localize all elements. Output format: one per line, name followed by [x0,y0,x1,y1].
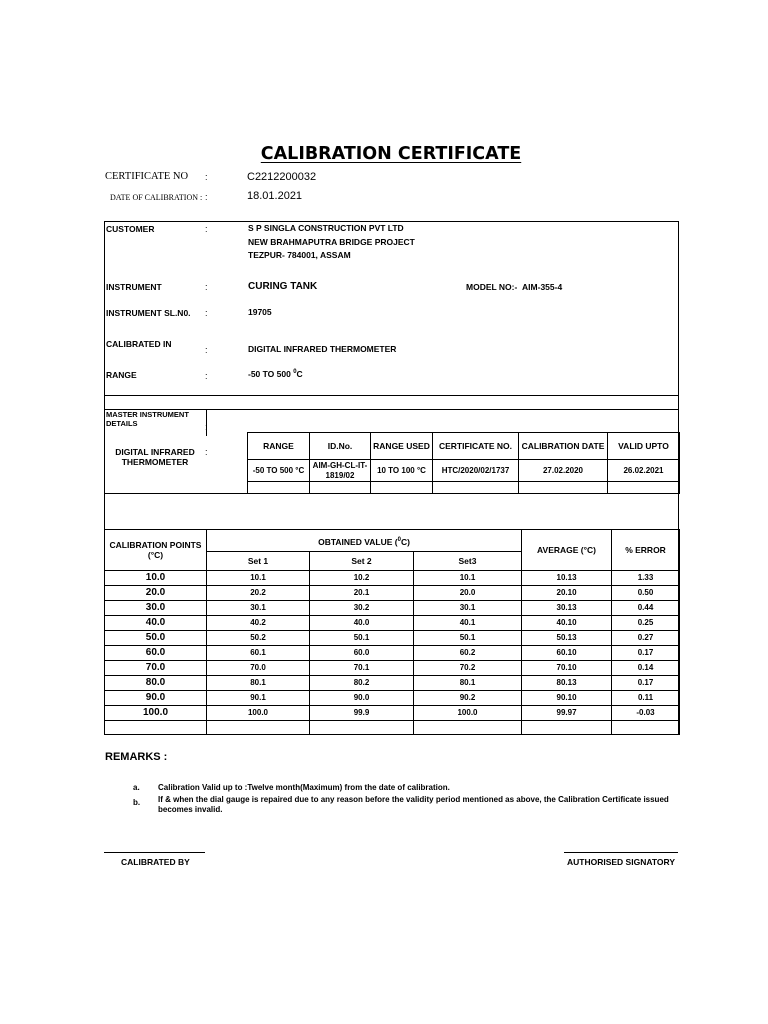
average-value: 20.10 [522,586,612,601]
instrument-value: CURING TANK [248,281,318,292]
col-range: RANGE [248,433,310,460]
error-value: -0.03 [612,706,680,721]
set-3-value: 60.2 [414,646,522,661]
average-value: 60.10 [522,646,612,661]
calibration-points-header: CALIBRATION POINTS (°C) [105,530,207,571]
error-value: 0.17 [612,676,680,691]
set-1-header: Set 1 [207,552,310,571]
set-3-value: 90.2 [414,691,522,706]
range-prefix: -50 TO 500 [248,369,294,379]
table-row [105,586,680,601]
table-row [105,706,680,721]
set-1-value: 50.2 [207,631,310,646]
date-of-calibration-value: 18.01.2021 [247,190,303,202]
remarks-title: REMARKS : [105,751,168,763]
model-no-value: AIM-355-4 [522,282,563,292]
obtained-value-header [207,530,522,552]
calibration-point: 20.0 [105,586,207,601]
customer-line: TEZPUR- 784001, ASSAM [248,250,351,260]
remark-mark: b. [133,798,141,807]
col-valid-upto: VALID UPTO [608,433,680,460]
set-3-value: 50.1 [414,631,522,646]
customer-line: S P SINGLA CONSTRUCTION PVT LTD [248,223,404,233]
table-row [105,721,680,735]
set-2-value: 90.0 [310,691,414,706]
error-value: 0.17 [612,646,680,661]
table-row [105,571,680,586]
table-row [105,691,680,706]
signature-line [104,852,205,853]
colon: : [205,308,208,318]
set-2-value: 60.0 [310,646,414,661]
error-value: 0.25 [612,616,680,631]
master-range-used: 10 TO 100 °C [371,460,433,482]
colon: : [205,224,208,234]
remark-text: Calibration Valid up to :Twelve month(Maximum) from the date of calibration. [158,783,450,792]
set-1-value: 100.0 [207,706,310,721]
calibration-point: 90.0 [105,691,207,706]
remark-mark: a. [133,783,140,792]
colon: : [205,172,208,182]
calibration-point: 100.0 [105,706,207,721]
error-value: 0.27 [612,631,680,646]
table-row [105,676,680,691]
calibration-results-table [104,529,680,735]
obtained-suffix: C) [400,536,410,547]
customer-line: NEW BRAHMAPUTRA BRIDGE PROJECT [248,236,415,247]
calibrated-in-value: DIGITAL INFRARED THERMOMETER [248,344,397,354]
model-no [466,282,562,292]
set-3-value: 40.1 [414,616,522,631]
set-1-value: 90.1 [207,691,310,706]
customer-address [248,222,415,263]
average-value: 80.13 [522,676,612,691]
table-row [105,616,680,631]
set-1-value: 80.1 [207,676,310,691]
set-1-value: 40.2 [207,616,310,631]
authorised-signatory-label: AUTHORISED SIGNATORY [567,857,675,867]
average-value: 70.10 [522,661,612,676]
degree-sup: 0 [293,369,297,376]
table-header-row [248,433,680,460]
calibration-point: 50.0 [105,631,207,646]
colon: : [205,371,208,381]
set-3-value: 80.1 [414,676,522,691]
set-3-value: 100.0 [414,706,522,721]
set-2-value: 30.2 [310,601,414,616]
table-row [248,460,680,482]
obtained-prefix: OBTAINED VALUE ( [318,536,398,547]
set-2-value: 40.0 [310,616,414,631]
set-3-value: 10.1 [414,571,522,586]
average-value: 40.10 [522,616,612,631]
certificate-no-value: C2212200032 [247,171,317,183]
set-2-value: 50.1 [310,631,414,646]
set-2-value: 80.2 [310,676,414,691]
master-calibration-date: 27.02.2020 [519,460,608,482]
range-value [248,369,303,379]
colon: : [205,282,208,292]
set-1-value: 10.1 [207,571,310,586]
error-value: 0.11 [612,691,680,706]
col-id-no: ID.No. [310,433,371,460]
error-value: 1.33 [612,571,680,586]
set-2-value: 70.1 [310,661,414,676]
table-row [105,646,680,661]
col-certificate-no: CERTIFICATE NO. [433,433,519,460]
results-body [105,571,680,721]
average-header: AVERAGE (°C) [522,530,612,571]
set-2-value: 99.9 [310,706,414,721]
calibration-point: 60.0 [105,646,207,661]
set-3-value: 70.2 [414,661,522,676]
calibration-point: 30.0 [105,601,207,616]
average-value: 50.13 [522,631,612,646]
calibration-point: 80.0 [105,676,207,691]
model-no-label: MODEL NO:- [466,282,518,292]
degree-sup: 0 [397,536,401,543]
set-3-value: 30.1 [414,601,522,616]
calibration-point: 40.0 [105,616,207,631]
set-2-value: 10.2 [310,571,414,586]
colon: : [205,345,208,355]
error-header: % ERROR [612,530,680,571]
calibration-point: 10.0 [105,571,207,586]
col-range-used: RANGE USED [371,433,433,460]
master-certificate-no: HTC/2020/02/1737 [433,460,519,482]
set-3-value: 20.0 [414,586,522,601]
range-label: RANGE [106,370,137,380]
colon: : [205,422,208,432]
table-row [248,482,680,494]
divider [104,395,679,396]
master-instrument-label: MASTER INSTRUMENT DETAILS [106,410,189,428]
set-1-value: 30.1 [207,601,310,616]
calibrated-in-label: CALIBRATED IN [106,339,172,349]
average-value: 99.97 [522,706,612,721]
average-value: 10.13 [522,571,612,586]
colon: : [205,192,208,202]
set-1-value: 20.2 [207,586,310,601]
error-value: 0.44 [612,601,680,616]
calibrated-by-label: CALIBRATED BY [121,857,190,867]
col-calibration-date: CALIBRATION DATE [519,433,608,460]
instrument-label: INSTRUMENT [106,282,162,292]
certificate-no-label: CERTIFICATE NO [105,171,189,182]
range-unit: C [296,369,303,379]
table-row [105,631,680,646]
date-of-calibration-label: DATE OF CALIBRATION : [110,193,203,202]
table-row [105,661,680,676]
master-instrument-name: DIGITAL INFRARED THERMOMETER [115,447,195,467]
table-row [105,601,680,616]
calibration-point: 70.0 [105,661,207,676]
master-instrument-table [247,432,680,494]
remark-text: If & when the dial gauge is repaired due to any reason before the validity period mentioned as above, the Calibration Certificate issued becomes invalid. [158,795,669,814]
instrument-serial-value: 19705 [248,307,272,317]
error-value: 0.50 [612,586,680,601]
error-value: 0.14 [612,661,680,676]
master-valid-upto: 26.02.2021 [608,460,680,482]
master-range: -50 TO 500 °C [248,460,310,482]
instrument-serial-label: INSTRUMENT SL.N0. [106,308,191,318]
average-value: 30.13 [522,601,612,616]
set-2-header: Set 2 [310,552,414,571]
customer-label: CUSTOMER [106,224,155,234]
colon: : [205,447,208,457]
set-2-value: 20.1 [310,586,414,601]
master-id-no: AIM-GH-CL-IT-1819/02 [310,460,371,482]
set-3-header: Set3 [414,552,522,571]
table-header-row [105,530,680,552]
set-1-value: 60.1 [207,646,310,661]
average-value: 90.10 [522,691,612,706]
set-1-value: 70.0 [207,661,310,676]
signature-line [564,852,678,853]
page-title: CALIBRATION CERTIFICATE [260,144,522,164]
